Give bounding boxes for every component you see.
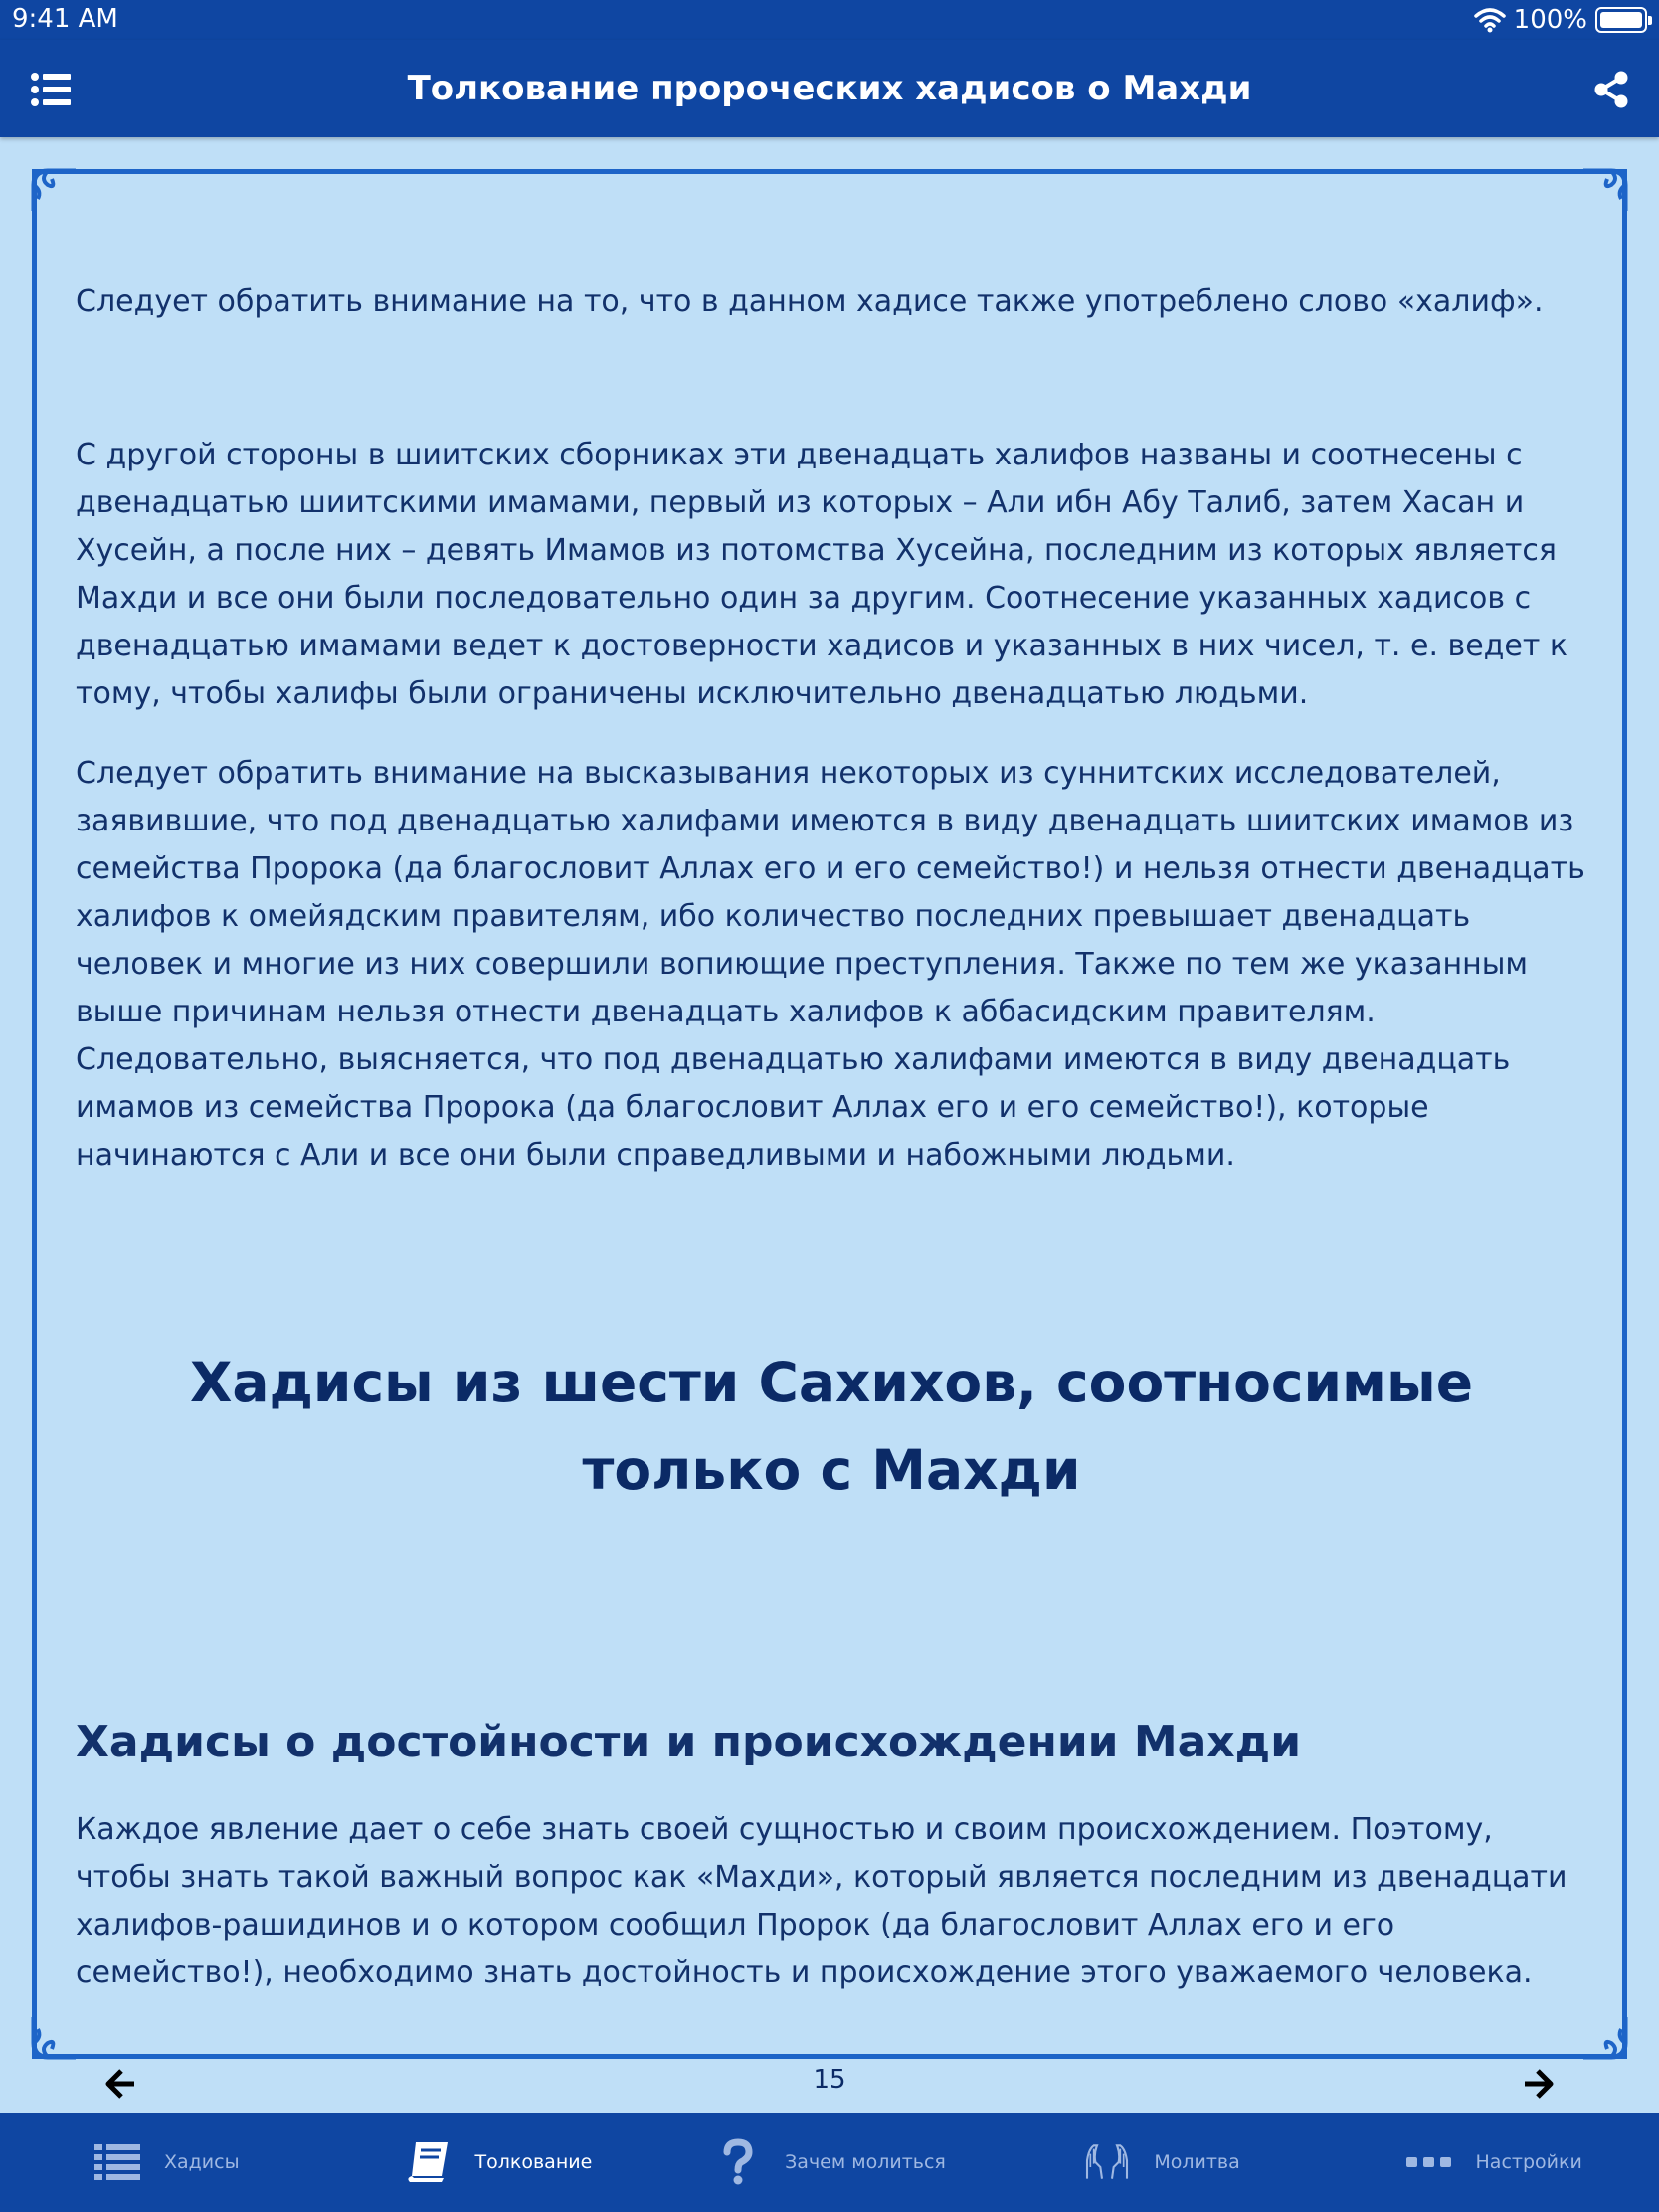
section-heading: Хадисы из шести Сахихов, соотносимые только с Махди (189, 1351, 1474, 1502)
tab-label: Хадисы (164, 2151, 240, 2173)
corner-ornament-icon (1577, 163, 1631, 217)
tab-label: Молитва (1154, 2151, 1240, 2173)
paragraph: Следует обратить внимание на то, что в данном хадисе также употреблено слово «халиф». (76, 284, 1544, 319)
wifi-icon (1474, 7, 1506, 33)
battery-icon (1595, 7, 1647, 33)
status-time: 9:41 AM (12, 4, 118, 34)
tab-label: Толкование (474, 2151, 593, 2173)
tab-label: Настройки (1475, 2151, 1582, 2173)
tab-interpretation[interactable] (332, 2113, 664, 2212)
paragraph: С другой стороны в шиитских сборниках эти двенадцать халифов названы и соотнесены с двенадцатью шиитскими имамами, первый из которых – Али ибн Абу Талиб, затем Хасан и Хусейн, а после них – девять Имамов из потомства Хусейна, последним из которых является Махди и все они были последовательно один за другим. Соотнесение указанных хадисов с двенадцатью имамами ведет к достоверности хадисов и указанных в них чисел, т. е. ведет к тому, чтобы халифы были ограничены исключительно двенадцатью людьми. (76, 438, 1567, 711)
arrow-left-icon[interactable] (103, 2067, 137, 2101)
tab-prayer[interactable] (996, 2113, 1328, 2212)
tab-label: Зачем молиться (785, 2151, 946, 2173)
praying-hands-icon (1082, 2138, 1132, 2186)
book-icon (404, 2138, 454, 2186)
corner-ornament-icon (28, 2011, 82, 2065)
list-icon[interactable] (30, 70, 74, 109)
tab-settings[interactable] (1327, 2113, 1659, 2212)
list-icon (92, 2138, 142, 2186)
battery-percent: 100% (1513, 5, 1587, 35)
question-icon (713, 2138, 763, 2186)
more-dots-icon (1404, 2138, 1454, 2186)
share-icon[interactable] (1591, 70, 1631, 109)
status-indicators (1474, 4, 1647, 36)
tab-why-pray[interactable] (663, 2113, 996, 2212)
paragraph: Каждое явление дает о себе знать своей сущностью и своим происхождением. Поэтому, чтобы знать такой важный вопрос как «Махди», который является последним из двенадцати халифов-рашидинов и о котором сообщил Пророк (да благословит Аллах его и его семейство!), необходимо знать достойность и происхождение этого уважаемого человека. (76, 1812, 1567, 1990)
page-number: 15 (813, 2065, 846, 2095)
status-bar (0, 0, 1659, 40)
page-title: Толкование пророческих хадисов о Махди (407, 69, 1252, 108)
subheading: Хадисы о достойности и происхождении Махди (76, 1717, 1302, 1767)
tab-bar (0, 2113, 1659, 2212)
tab-hadiths[interactable] (0, 2113, 332, 2212)
corner-ornament-icon (28, 163, 82, 217)
article-content (76, 278, 1587, 2029)
arrow-right-icon[interactable] (1522, 2067, 1556, 2101)
nav-bar (0, 40, 1659, 137)
paragraph: Следует обратить внимание на высказывания некоторых из суннитских исследователей, заявившие, что под двенадцатью халифами имеются в виду двенадцать шиитских имамов из семейства Пророка (да благословит Аллах его и его семейство!) и нельзя отнести двенадцать халифов к омейядским правителям, ибо количество последних превышает двенадцать человек и многие из них совершили вопиющие преступления. Также по тем же указанным выше причинам нельзя отнести двенадцать халифов к аббасидским правителям. Следовательно, выясняется, что под двенадцатью халифами имеются в виду двенадцать имамов из семейства Пророка (да благословит Аллах его и его семейство!), которые начинаются с Али и все они были справедливыми и набожными людьми. (76, 756, 1585, 1173)
